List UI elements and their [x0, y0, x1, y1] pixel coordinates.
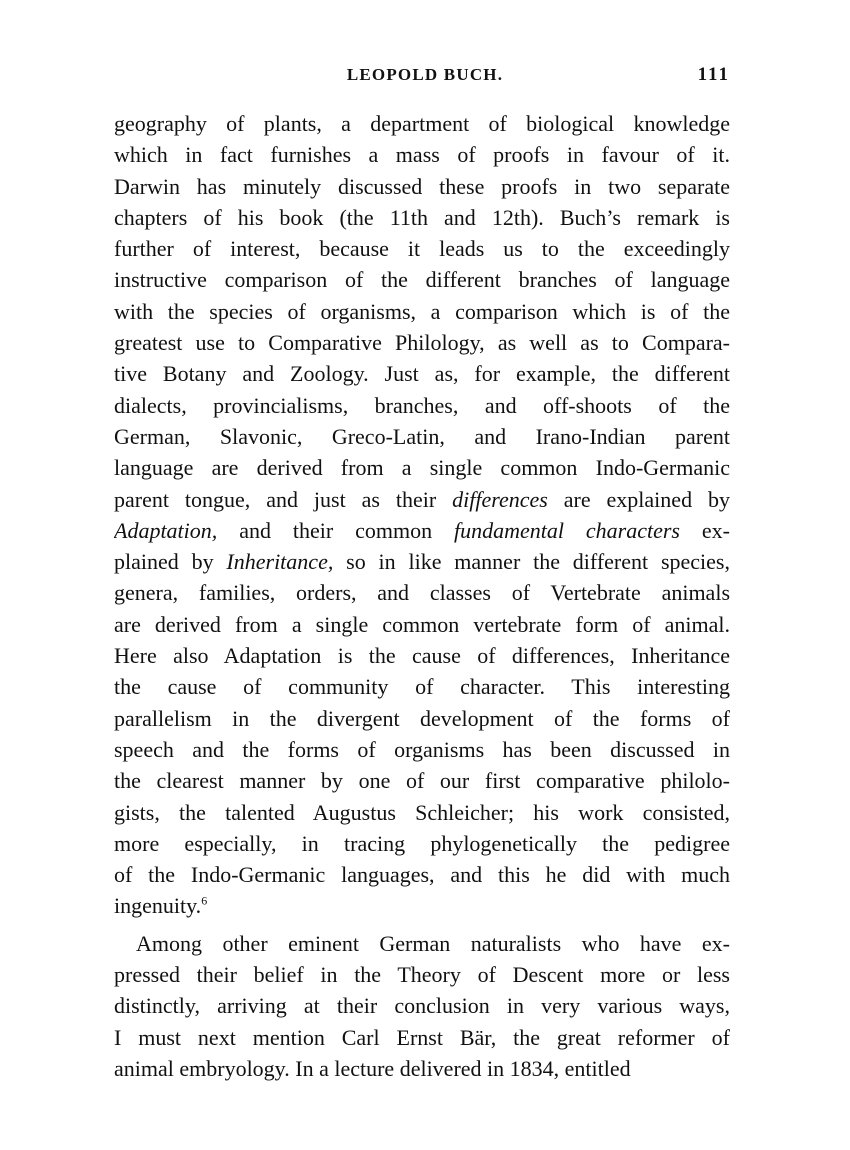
text-span: parallelism in the divergent development of the forms of [114, 705, 730, 731]
text-span: the cause of community of character. This interesting [114, 674, 730, 700]
text-line [114, 734, 730, 765]
text-line [114, 959, 730, 990]
text-line [114, 139, 730, 170]
italic-text: fundamental characters [454, 517, 680, 543]
text-line [114, 797, 730, 828]
page-number: 111 [697, 64, 730, 85]
text-span: further of interest, because it leads us to the exceedingly [114, 236, 730, 262]
text-span: German, Slavonic, Greco-Latin, and Irano-Indian parent [114, 423, 730, 449]
text-line [114, 484, 730, 515]
text-line [114, 202, 730, 233]
text-line [114, 1022, 730, 1053]
text-span: are derived from a single common vertebrate form of animal. [114, 611, 730, 637]
text-span: the clearest manner by one of our first comparative philolo- [114, 768, 730, 794]
text-span: which in fact furnishes a mass of proofs in favour of it. [114, 142, 730, 168]
text-span: so in like manner the different species, [333, 549, 730, 575]
text-span: speech and the forms of organisms has been discussed in [114, 736, 730, 762]
running-title: LEOPOLD BUCH. [346, 65, 504, 84]
text-span: more especially, in tracing phylogenetically the pedigree [114, 830, 730, 856]
text-line [114, 609, 730, 640]
text-span: chapters of his book (the 11th and 12th). Buch’s remark is [114, 204, 730, 230]
text-span: I must next mention Carl Ernst Bär, the great reformer of [114, 1024, 730, 1050]
text-span: Among other eminent German naturalists who have ex- [136, 930, 730, 956]
body-text [114, 108, 730, 1084]
text-span: ingenuity. [114, 893, 202, 919]
text-span: of the Indo-Germanic languages, and this he did with much [114, 862, 730, 888]
text-line [114, 640, 730, 671]
text-line [114, 765, 730, 796]
text-line [114, 358, 730, 389]
text-span: greatest use to Comparative Philology, as well as to Compara- [114, 330, 730, 356]
text-line [114, 296, 730, 327]
text-span: with the species of organisms, a comparison which is of the [114, 298, 730, 324]
text-span: parent tongue, and just as their [114, 486, 453, 512]
text-span: plained by [114, 549, 227, 575]
text-span: gists, the talented Augustus Schleicher; his work consisted, [114, 799, 730, 825]
text-line [114, 108, 730, 139]
text-span: distinctly, arriving at their conclusion in very various ways, [114, 993, 730, 1019]
text-line [114, 327, 730, 358]
text-span: Darwin has minutely discussed these proofs in two separate [114, 173, 730, 199]
running-head [0, 62, 850, 88]
text-span: tive Botany and Zoology. Just as, for example, the different [114, 361, 730, 387]
text-line [114, 452, 730, 483]
text-span: and their common [217, 517, 454, 543]
italic-text: Adaptation, [114, 517, 218, 543]
text-span: genera, families, orders, and classes of Vertebrate animals [114, 580, 730, 606]
italic-text: Inheritance, [226, 549, 334, 575]
text-line [114, 859, 730, 890]
text-span: Here also Adaptation is the cause of differences, Inheritance [114, 643, 730, 669]
text-line [114, 264, 730, 295]
text-line [114, 233, 730, 264]
text-line [114, 990, 730, 1021]
text-line [114, 703, 730, 734]
text-span: pressed their belief in the Theory of Descent more or less [114, 962, 730, 988]
text-line [114, 171, 730, 202]
text-line [114, 928, 730, 959]
text-span: dialects, provincialisms, branches, and off-shoots of the [114, 392, 730, 418]
italic-text: differences [452, 486, 548, 512]
text-span: animal embryology. In a lecture delivered in 1834, entitled [114, 1055, 631, 1081]
text-span: are explained by [547, 486, 730, 512]
text-span: language are derived from a single common Indo-Germanic [114, 455, 730, 481]
paragraph [114, 928, 730, 1084]
paragraph [114, 108, 730, 922]
text-line [114, 890, 730, 921]
text-line [114, 671, 730, 702]
text-line [114, 390, 730, 421]
text-line [114, 515, 730, 546]
text-line [114, 577, 730, 608]
text-line [114, 546, 730, 577]
text-line [114, 828, 730, 859]
text-span: instructive comparison of the different branches of language [114, 267, 730, 293]
text-span: ex- [680, 517, 730, 543]
text-line [114, 421, 730, 452]
text-span: geography of plants, a department of biological knowledge [114, 111, 730, 136]
text-line [114, 1053, 730, 1084]
footnote-marker: 6 [201, 894, 208, 909]
